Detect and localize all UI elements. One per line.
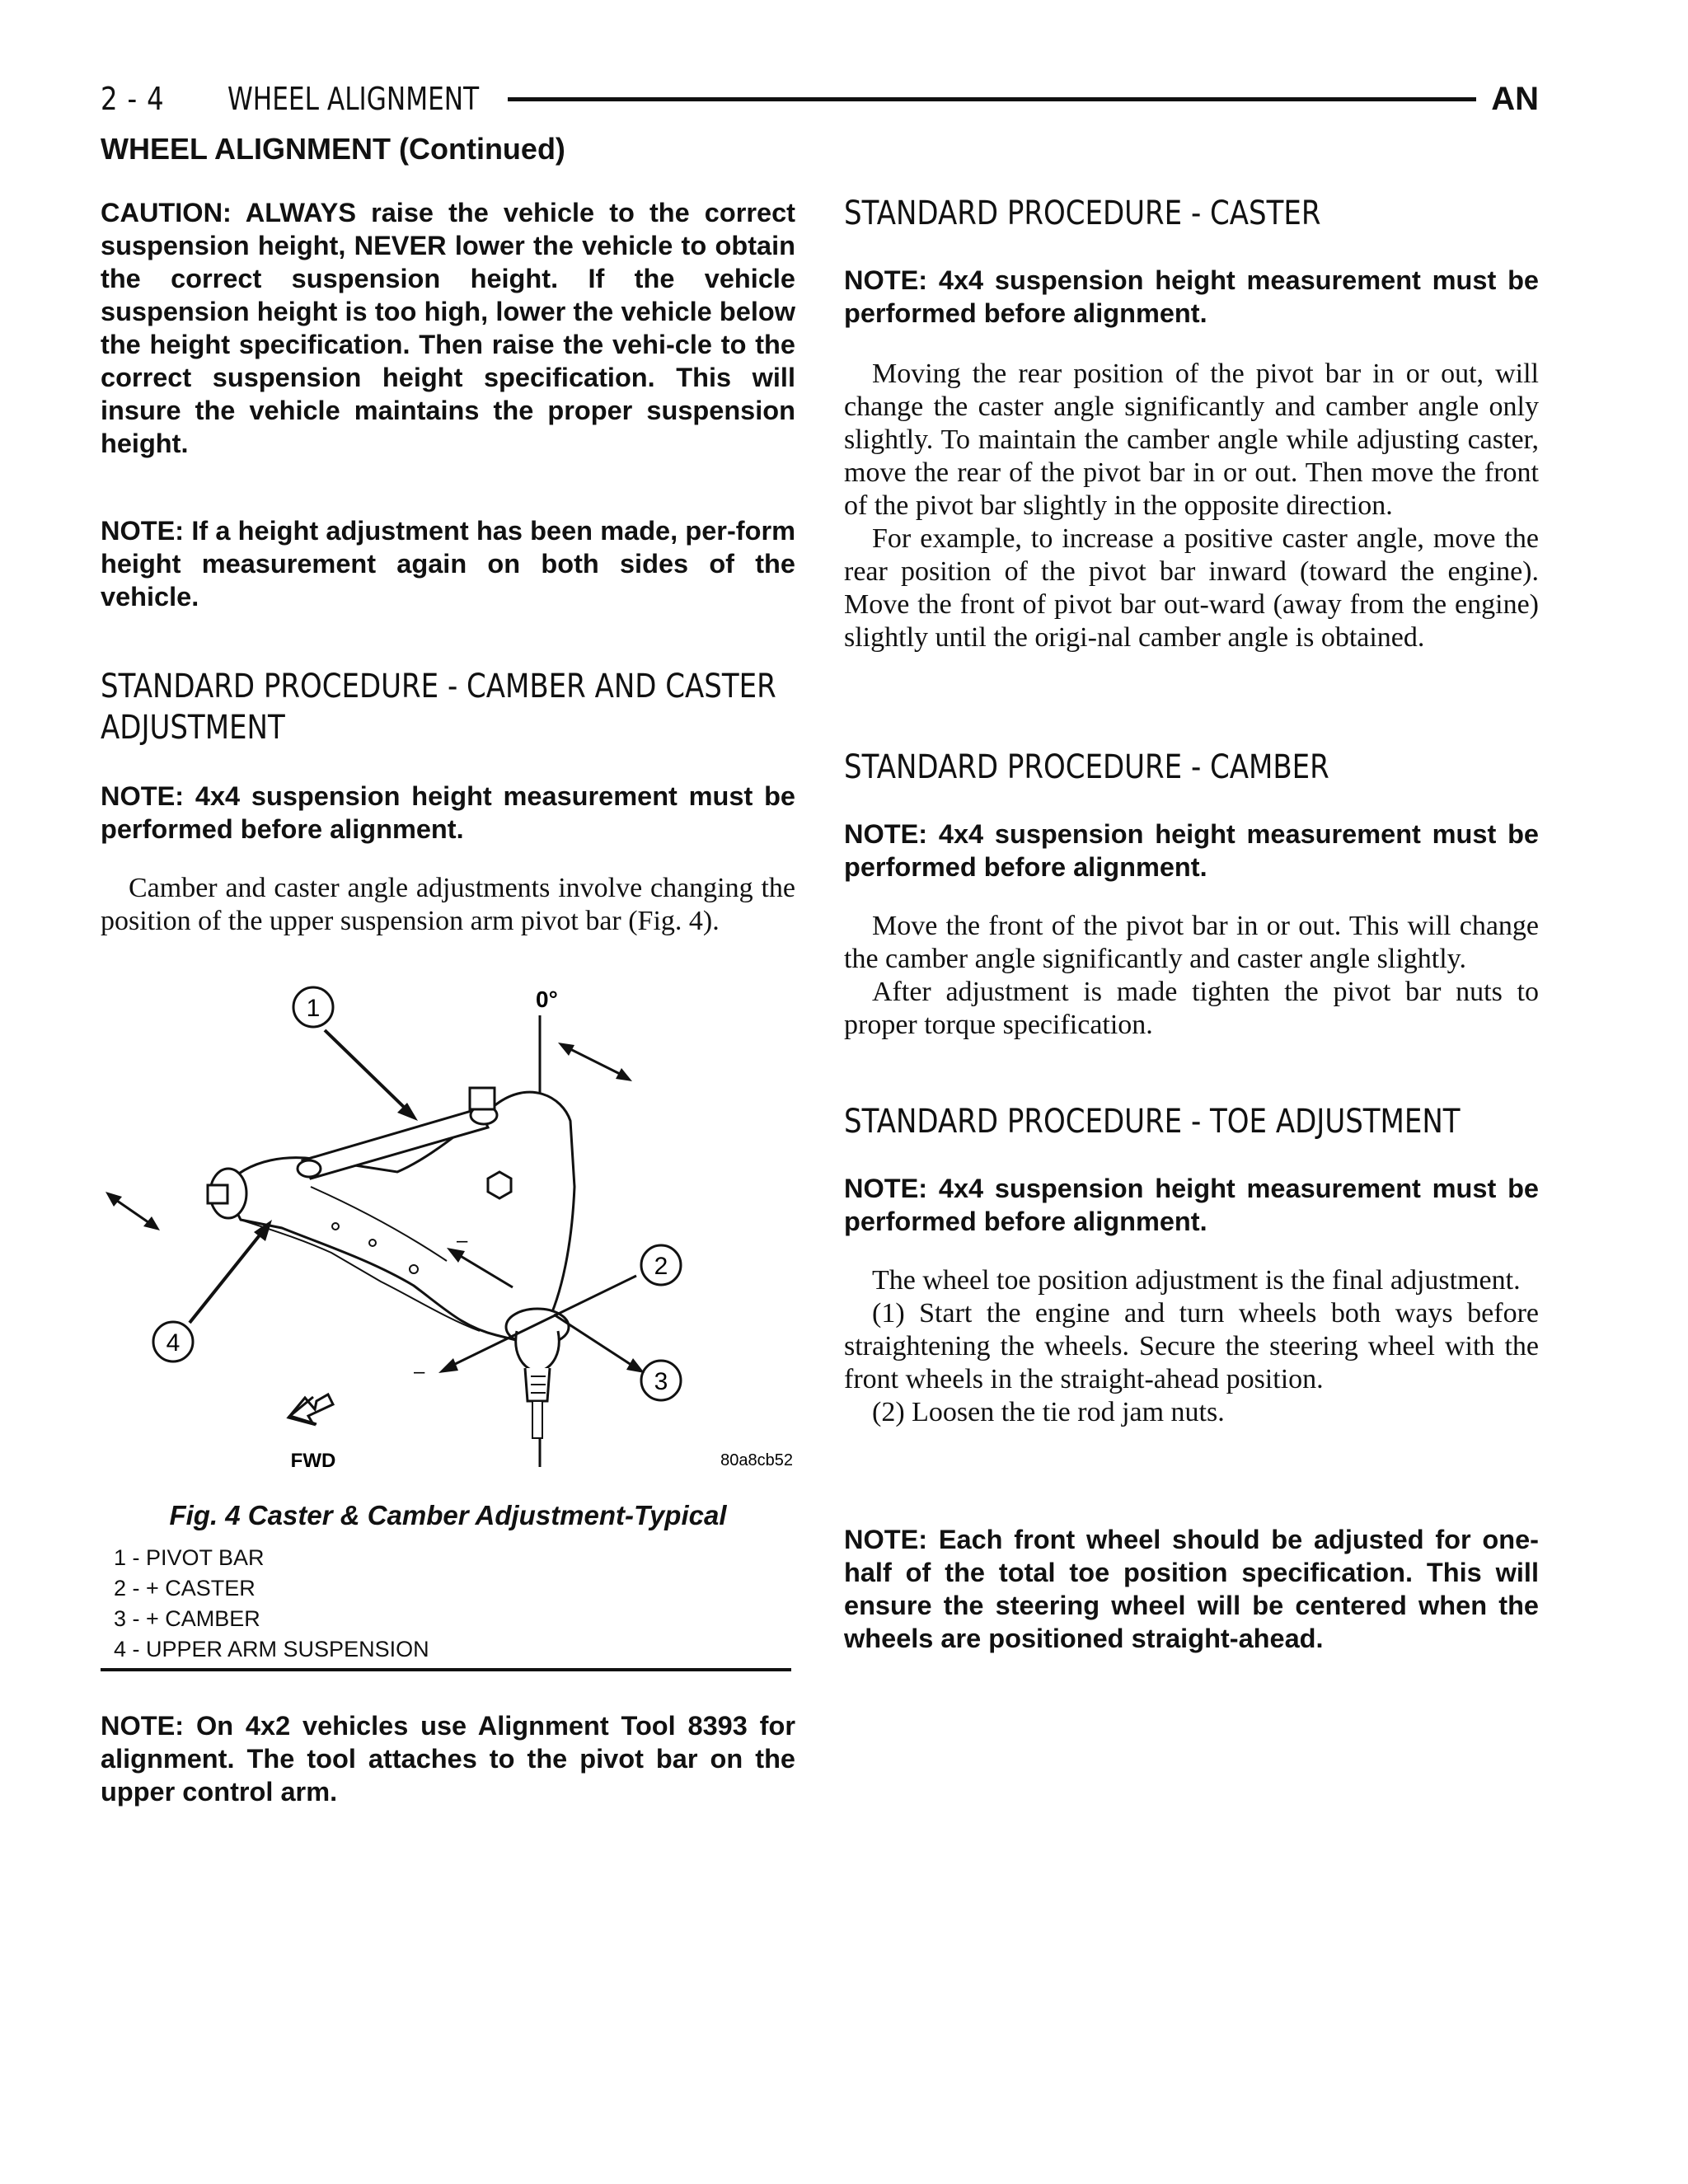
heading-camber-caster: STANDARD PROCEDURE - CAMBER AND CASTER ADJUSTMENT: [101, 668, 776, 747]
figure-4: [101, 981, 795, 1483]
camber-caster-para-text: Camber and caster angle adjustments involve changing the position of the upper suspension arm pivot bar (Fig. 4).: [101, 873, 795, 936]
toe-para: (1) Start the engine and turn wheels both ways before straightening the wheels. Secure the steering wheel with the front wheels in the straight-ahead position.: [844, 1298, 1539, 1394]
heading-camber: STANDARD PROCEDURE - CAMBER: [844, 748, 1329, 786]
callout-1-leader: [325, 1030, 410, 1113]
callout-3: 3: [654, 1368, 668, 1395]
zero-degree-label: 0°: [536, 987, 558, 1012]
camber-para: After adjustment is made tighten the pivot bar nuts to proper torque specification.: [844, 977, 1539, 1040]
caster-paragraphs: [844, 358, 1539, 654]
page-header: [101, 76, 1539, 122]
svg-text:–: –: [414, 1361, 425, 1383]
suspension-diagram: [101, 981, 795, 1483]
legend-item: 1 - PIVOT BAR: [114, 1545, 265, 1570]
callout-4-leader: [190, 1228, 265, 1323]
caution-text: CAUTION: ALWAYS raise the vehicle to the correct suspension height, NEVER lower the vehicle to obtain the correct suspension height. If the vehicle suspension height is too high, lower the vehicle below the height specification. Then raise the vehi-cle to the correct suspension height specification. This will insure the vehicle maintains the proper suspension height.: [101, 198, 795, 458]
camber-caster-paragraph: [101, 872, 795, 938]
figure-divider: [101, 1668, 791, 1671]
note-4x4-camber-caster: NOTE: 4x4 suspension height measurement must be performed before alignment.: [101, 781, 795, 844]
figure-image-id: 80a8cb52: [720, 1451, 793, 1469]
legend-item: 3 - + CAMBER: [114, 1606, 260, 1631]
continued-title: WHEEL ALIGNMENT (Continued): [101, 132, 565, 166]
callout-4: 4: [166, 1329, 181, 1357]
note-height-adjustment: NOTE: If a height adjustment has been made, per-form height measurement again on both sides of the vehicle.: [101, 516, 795, 612]
note-4x4-camber: NOTE: 4x4 suspension height measurement must be performed before alignment.: [844, 819, 1539, 882]
rear-rotation-arrow: [562, 1045, 628, 1078]
figure-caption: Fig. 4 Caster & Camber Adjustment-Typical: [169, 1500, 727, 1530]
svg-text:–: –: [457, 1230, 468, 1252]
legend-item: 4 - UPPER ARM SUSPENSION: [114, 1637, 429, 1661]
callout-2: 2: [654, 1253, 668, 1280]
page-number: 2 - 4: [101, 81, 165, 117]
note-toe-final: NOTE: Each front wheel should be adjusted for one-half of the total toe position specification. This will ensure the steering wheel will be centered when the wheels are positioned straight-ahead.: [844, 1525, 1539, 1653]
section-title: WHEEL ALIGNMENT: [227, 81, 480, 117]
legend-item: 2 - + CASTER: [114, 1576, 256, 1601]
note-4x4-caster: NOTE: 4x4 suspension height measurement must be performed before alignment.: [844, 265, 1539, 328]
callout-1: 1: [306, 995, 321, 1022]
camber-paragraphs: [844, 910, 1539, 1042]
caster-para: For example, to increase a positive caster angle, move the rear position of the pivot bar inward (toward the engine). Move the front of pivot bar out-ward (away from the engine) slightly until the origi-nal camber angle is obtained.: [844, 523, 1539, 653]
heading-toe: STANDARD PROCEDURE - TOE ADJUSTMENT: [844, 1103, 1461, 1141]
note-4x4-toe: NOTE: 4x4 suspension height measurement must be performed before alignment.: [844, 1174, 1539, 1236]
toe-para: The wheel toe position adjustment is the final adjustment.: [872, 1265, 1521, 1296]
fwd-label: FWD: [290, 1450, 336, 1472]
toe-paragraphs: [844, 1264, 1539, 1429]
figure-legend: [114, 1543, 429, 1665]
ball-joint: [516, 1331, 560, 1372]
model-code: AN: [1491, 80, 1539, 117]
header-rule: [508, 97, 1476, 101]
camber-arrow: [554, 1315, 636, 1368]
heading-caster: STANDARD PROCEDURE - CASTER: [844, 194, 1321, 232]
camber-para: Move the front of the pivot bar in or out. This will change the camber angle significantly and caster angle slightly.: [844, 911, 1539, 974]
toe-para: (2) Loosen the tie rod jam nuts.: [872, 1397, 1225, 1427]
caster-para: Moving the rear position of the pivot bar in or out, will change the caster angle significantly and camber angle only slightly. To maintain the camber angle while adjusting caster, move the rear of the pivot bar in or out. Then move the front of the pivot bar slightly in the opposite direction.: [844, 359, 1539, 521]
control-arm-body: [224, 1092, 574, 1343]
note-4x2-tool: NOTE: On 4x2 vehicles use Alignment Tool 8393 for alignment. The tool attaches to the pivot bar on the upper control arm.: [101, 1711, 795, 1807]
